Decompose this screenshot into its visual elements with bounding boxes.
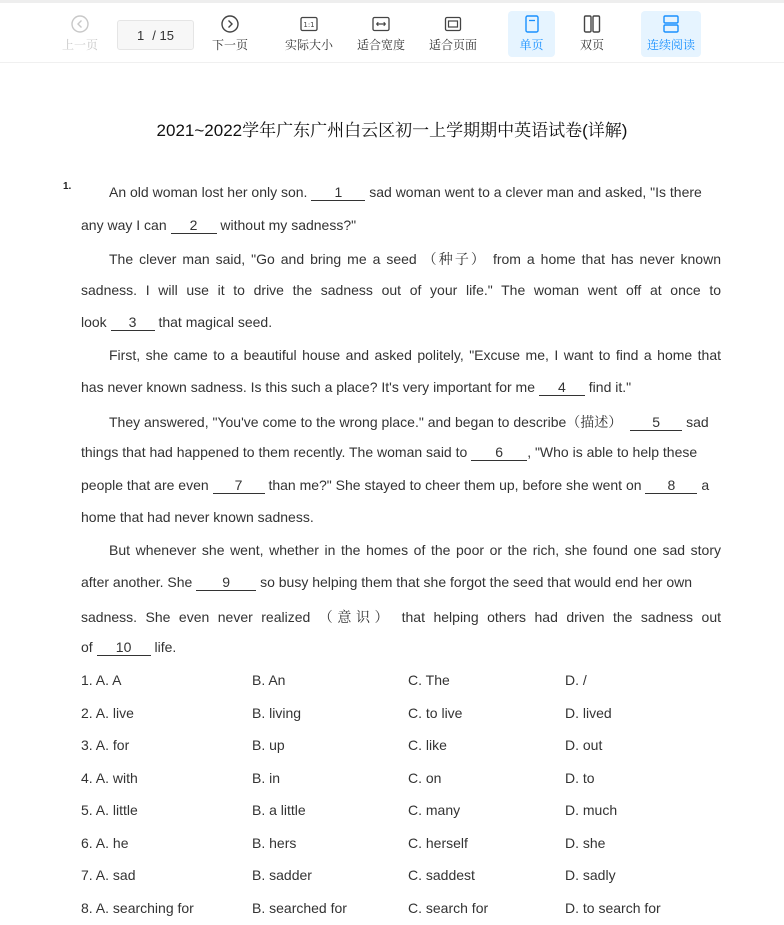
passage-text: a: [701, 477, 710, 493]
passage-line: [81, 379, 631, 396]
passage-line: The clever man said, "Go and bring me a seed （种子） from a home that has never known: [109, 251, 721, 267]
option-7-d: D. sadly: [565, 867, 616, 883]
actual-size-label: 实际大小: [284, 38, 333, 52]
fit-page-icon: [444, 15, 462, 33]
blank-2: 2: [171, 218, 217, 234]
option-7-c: C. saddest: [408, 867, 475, 883]
option-4-c: C. on: [408, 769, 442, 786]
continuous-reading-label: 连续阅读: [646, 38, 695, 52]
passage-line: [81, 314, 272, 331]
document-title: 2021~2022学年广东广州白云区初一上学期期中英语试卷(详解): [156, 121, 628, 140]
passage-text: They answered, "You've come to the wrong place." and began to describe（描述）: [109, 414, 623, 430]
option-2-d: D. lived: [565, 704, 612, 721]
option-2-b: B. living: [252, 704, 302, 721]
option-3-b: B. up: [252, 737, 285, 753]
option-2-c: C. to live: [408, 704, 463, 721]
option-7-a: 7. A. sad: [81, 867, 136, 883]
passage-line: sadness. I will use it to drive the sadness out of your life." The woman went off at once to: [81, 282, 721, 298]
blank-1: 1: [311, 185, 365, 201]
option-1-a: 1. A. A: [81, 672, 122, 688]
blank-10: 10: [97, 640, 151, 656]
passage-text: find it.": [588, 379, 632, 395]
passage-line: home that had never known sadness.: [81, 509, 314, 525]
option-5-b: B. a little: [252, 802, 306, 818]
chevron-left-circle-icon: [71, 15, 89, 33]
option-6-d: D. she: [565, 834, 606, 851]
blank-6: 6: [471, 445, 527, 461]
passage-line: [109, 412, 709, 432]
option-3-c: C. like: [408, 737, 447, 753]
option-8-a: 8. A. searching for: [81, 899, 194, 916]
passage-line: [81, 574, 692, 591]
passage-text: has never known sadness. Is this such a place? It's very important for me: [81, 379, 535, 395]
passage-text: look: [81, 314, 107, 330]
continuous-reading-icon: [662, 15, 680, 33]
single-page-label: 单页: [519, 38, 544, 52]
passage-text: things that had happened to them recently. The woman said to: [81, 444, 468, 460]
double-page-button[interactable]: [570, 11, 614, 57]
prev-page-button[interactable]: [58, 11, 102, 57]
option-8-b: B. searched for: [252, 899, 347, 916]
option-8-d: D. to search for: [565, 899, 661, 916]
passage-text: so busy helping them that she forgot the seed that would end her own: [260, 574, 693, 590]
passage-line: First, she came to a beautiful house and asked politely, "Excuse me, I want to find a home that: [109, 347, 721, 363]
option-6-b: B. hers: [252, 834, 297, 851]
blank-3: 3: [111, 315, 155, 331]
passage-line: [109, 184, 702, 201]
option-3-a: 3. A. for: [81, 737, 130, 753]
option-6-c: C. herself: [408, 834, 468, 851]
double-page-icon: [583, 15, 601, 33]
passage-line: But whenever she went, whether in the homes of the poor or the rich, she found one sad story: [109, 542, 721, 558]
option-5-a: 5. A. little: [81, 802, 138, 818]
passage-text: any way I can: [81, 217, 167, 233]
single-page-icon: [524, 15, 540, 33]
option-7-b: B. sadder: [252, 867, 312, 883]
passage-line: sadness. She even never realized （意识） that helping others had driven the sadness out: [81, 609, 721, 625]
svg-text:1:1: 1:1: [303, 21, 315, 29]
prev-page-label: 上一页: [61, 38, 98, 52]
fit-page-button[interactable]: [424, 11, 482, 57]
next-page-button[interactable]: [208, 11, 252, 57]
passage-text: that magical seed.: [158, 314, 273, 330]
option-1-d: D. /: [565, 672, 587, 688]
passage-line: [81, 639, 176, 656]
fit-width-icon: [372, 15, 390, 33]
next-page-label: 下一页: [211, 38, 248, 52]
blank-8: 8: [645, 478, 697, 494]
passage-text: without my sadness?": [220, 217, 357, 233]
blank-4: 4: [539, 380, 585, 396]
page-number-box[interactable]: [117, 20, 194, 50]
option-5-c: C. many: [408, 802, 461, 818]
chevron-right-circle-icon: [221, 15, 239, 33]
option-4-a: 4. A. with: [81, 769, 138, 786]
option-1-c: C. The: [408, 672, 450, 688]
option-5-d: D. much: [565, 802, 618, 818]
actual-size-button[interactable]: [280, 11, 338, 57]
double-page-label: 双页: [579, 38, 604, 52]
single-page-button[interactable]: [508, 11, 555, 57]
page-current-input[interactable]: 1: [137, 27, 145, 43]
option-4-d: D. to: [565, 769, 595, 786]
passage-text: sad: [686, 414, 709, 430]
blank-9: 9: [196, 575, 256, 591]
fit-page-label: 适合页面: [428, 38, 477, 52]
actual-size-icon: [300, 15, 318, 33]
option-2-a: 2. A. live: [81, 704, 134, 721]
continuous-reading-button[interactable]: [641, 11, 701, 57]
blank-5: 5: [630, 415, 682, 431]
option-4-b: B. in: [252, 769, 281, 786]
passage-text: , "Who is able to help these: [527, 444, 698, 460]
option-8-c: C. search for: [408, 899, 489, 916]
blank-7: 7: [213, 478, 265, 494]
passage-text: An old woman lost her only son.: [109, 184, 308, 200]
passage-text: sad woman went to a clever man and asked, "Is there: [369, 184, 702, 200]
passage-text: than me?" She stayed to cheer them up, before she went on: [268, 477, 642, 493]
passage-line: [81, 444, 697, 461]
fit-width-label: 适合宽度: [356, 38, 405, 52]
option-6-a: 6. A. he: [81, 834, 129, 851]
passage-text: of: [81, 639, 93, 655]
passage-line: [81, 217, 356, 234]
viewer-toolbar: [0, 3, 784, 63]
passage-text: after another. She: [81, 574, 193, 590]
option-3-d: D. out: [565, 737, 603, 753]
passage-text: life.: [154, 639, 177, 655]
page-total: / 15: [152, 27, 174, 43]
option-1-b: B. An: [252, 672, 286, 688]
passage-line: [81, 477, 709, 494]
passage-text: people that are even: [81, 477, 209, 493]
question-number: 1.: [63, 181, 72, 192]
fit-width-button[interactable]: [352, 11, 410, 57]
